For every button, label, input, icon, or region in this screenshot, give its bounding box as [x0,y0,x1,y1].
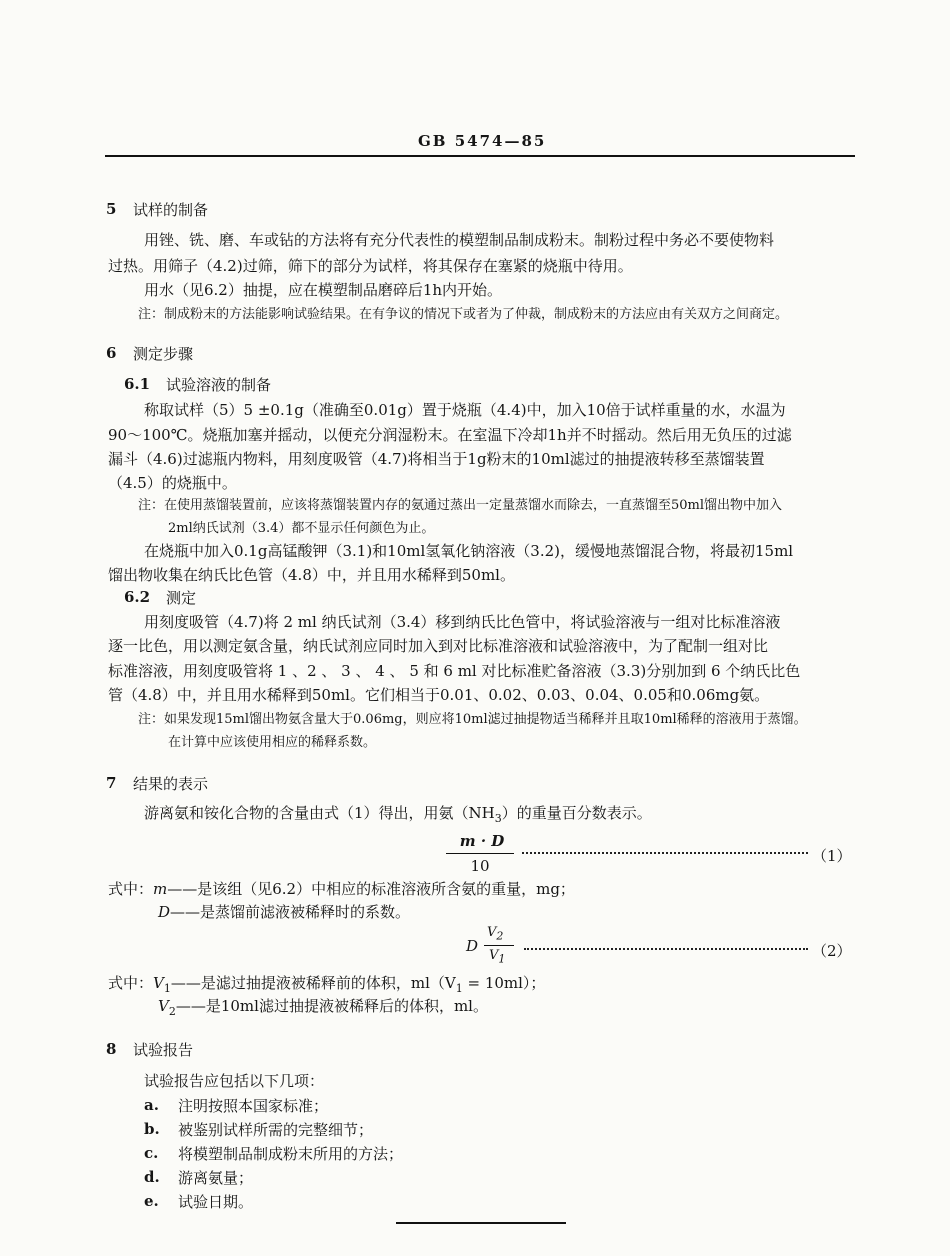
list-item: 将模塑制品制成粉末所用的方法； [178,1145,404,1163]
section-7-title: 结果的表示 [133,775,209,793]
s6-note-2b: 在计算中应该使用相应的稀释系数。 [168,735,377,750]
s6-note-1a: 注：在使用蒸馏装置前，应该将蒸馏装置内存的氨通过蒸出一定量蒸馏水而除去，一直蒸馏至50ml馏出物中加入 [138,498,783,513]
list-item: 游离氨量； [178,1169,254,1187]
s6-paragraph-3b: 逐一比色，用以测定氨含量，纳氏试剂应同时加入到对比标准溶液和试验溶液中，为了配制一组对比 [108,637,769,655]
s6-paragraph-1d: （4.5）的烧瓶中。 [108,474,237,492]
section-8-title: 试验报告 [133,1041,194,1059]
section-5-number: 5 [106,200,117,218]
list-item: 注明按照本国家标准； [178,1097,329,1115]
header-rule [105,155,855,157]
subsection-6-2-title: 测定 [166,589,197,607]
footer-rule [396,1222,566,1224]
formula-1-fraction-bar [446,853,514,854]
s5-paragraph-1b: 过热。用筛子（4.2)过筛，筛下的部分为试样，将其保存在塞紧的烧瓶中待用。 [108,257,633,275]
list-item: 试验日期。 [178,1193,254,1211]
list-item-marker: e. [144,1192,159,1210]
s5-paragraph-2: 用水（见6.2）抽提，应在模塑制品磨碎后1h内开始。 [144,281,503,299]
formula-2-denominator: $V_1$ [489,948,506,966]
s6-paragraph-1a: 称取试样（5）5 ±0.1g（准确至0.01g）置于烧瓶（4.4)中，加入10倍于试样重量的水，水温为 [144,401,786,419]
s6-paragraph-3a: 用刻度吸管（4.7)将 2 ml 纳氏试剂（3.4）移到纳氏比色管中，将试验溶液与一组对比标准溶液 [144,613,781,631]
s5-paragraph-1a: 用锉、铣、磨、车或钻的方法将有充分代表性的模塑制品制成粉末。制粉过程中务必不要使物料 [144,231,775,249]
where-3: 式中：$V_1——$是滤过抽提液被稀释前的体积，$ml(V_1 = 10ml)$； [108,974,546,995]
list-item-marker: b. [144,1120,160,1138]
standard-code: GB 5474—85 [418,132,547,150]
formula-1-leader-dots [522,852,808,854]
section-8-number: 8 [106,1040,117,1058]
subsection-6-2-number: 6.2 [124,588,151,606]
formula-2-prefix: D [466,937,479,955]
s8-intro: 试验报告应包括以下几项： [144,1072,325,1090]
formula-2-numerator: $V_2$ [487,925,504,943]
list-item: 被鉴别试样所需的完整细节； [178,1121,374,1139]
s6-paragraph-2a: 在烧瓶中加入0.1g高锰酸钾（3.1)和10ml氢氧化钠溶液（3.2)，缓慢地蒸馏混合物，将最初15ml [144,542,794,560]
s6-paragraph-3c: 标准溶液，用刻度吸管将 1 、2 、 3 、 4 、 5 和 6 ml 对比标准贮备溶液（3.3)分别加到 6 个纳氏比色 [108,662,801,680]
formula-2-leader-dots [524,948,808,950]
formula-2-number: （2） [812,942,852,960]
list-item-marker: d. [144,1168,160,1186]
s6-note-1b: 2ml纳氏试剂（3.4）都不显示任何颜色为止。 [168,521,435,536]
subsection-6-1-number: 6.1 [124,375,151,393]
formula-1-numerator: m · D [459,832,505,850]
where-2: D——是蒸馏前滤液被稀释时的系数。 [158,903,411,921]
section-6-number: 6 [106,344,117,362]
section-7-number: 7 [106,774,117,792]
formula-1-denominator: 10 [470,857,490,875]
s6-paragraph-3d: 管（4.8）中，并且用水稀释到50ml。它们相当于0.01、0.02、0.03、0.04、0.05和0.06mg氨。 [108,686,770,704]
s6-note-2a: 注：如果发现15ml馏出物氨含量大于0.06mg，则应将10ml滤过抽提物适当稀释并且取10ml稀释的溶液用于蒸馏。 [138,712,807,727]
section-5-title: 试样的制备 [133,201,209,219]
where-1: 式中：m——是该组（见6.2）中相应的标准溶液所含氨的重量，mg； [108,880,575,898]
formula-1-number: （1） [812,847,852,865]
list-item-marker: a. [144,1096,159,1114]
list-item-marker: c. [144,1144,159,1162]
s6-paragraph-1b: 90～100℃。烧瓶加塞并摇动，以便充分润湿粉末。在室温下冷却1h并不时摇动。然后用无负压的过滤 [108,426,792,444]
subsection-6-1-title: 试验溶液的制备 [166,376,272,394]
s5-note: 注：制成粉末的方法能影响试验结果。在有争议的情况下或者为了仲裁，制成粉末的方法应由有关双方之间商定。 [138,307,789,322]
where-4: $V_2——$是10ml滤过抽提液被稀释后的体积，ml。 [158,997,488,1018]
s6-paragraph-1c: 漏斗（4.6)过滤瓶内物料，用刻度吸管（4.7)将相当于1g粉末的10ml滤过的抽提液转移至蒸馏装置 [108,450,765,468]
section-6-title: 测定步骤 [133,345,194,363]
s7-intro: 游离氨和铵化合物的含量由式（1）得出，用氨$(NH_3)$的重量百分数表示。 [144,804,652,825]
s6-paragraph-2b: 馏出物收集在纳氏比色管（4.8）中，并且用水稀释到50ml。 [108,566,515,584]
formula-2-fraction-bar [484,945,514,946]
